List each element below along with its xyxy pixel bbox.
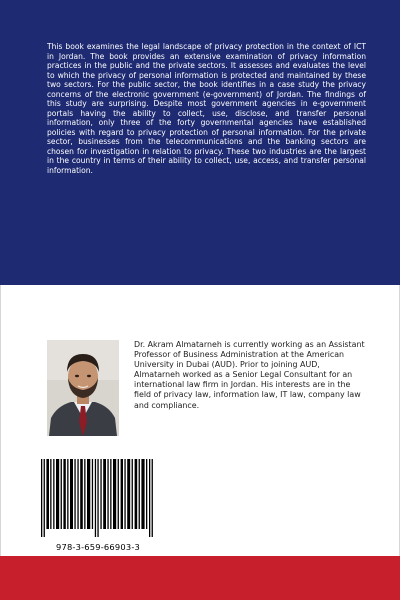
barcode-icon	[33, 459, 163, 537]
author-bio: Dr. Akram Almatarneh is currently working as an Assistant Professor of Business Administration at the American University in Dubai (AUD). Prior to joining AUD, Almatarneh worked as a Senior Legal Consultant for an international law firm in Jordan. His interests are in the field of privacy law, information law, IT law, company law and compliance.	[134, 340, 365, 410]
author-portrait-icon	[47, 340, 119, 436]
bottom-color-band	[0, 556, 400, 600]
author-photo	[47, 340, 119, 436]
isbn-number: 978-3-659-66903-3	[56, 542, 140, 552]
book-description: This book examines the legal landscape of privacy protection in the context of ICT in Jordan. The book provides an extensive examination of privacy information practices in the public and the private sectors. It assesses and evaluates the level to which the privacy of personal information is protected and maintained by these two sectors. For the public sector, the book identifies in a case study the privacy concerns of the electronic government (e-government) of Jordan. The findings of this study are surprising. Despite most government agencies in e-government portals having the ability to collect, use, disclose, and transfer personal information, only three of the forty governmental agencies have established policies with regard to privacy protection of personal information. For the private sector, businesses from the telecommunications and the banking sectors are chosen for investigation in relation to privacy. These two industries are the largest in the country in terms of their ability to collect, use, access, and transfer personal information.	[47, 42, 366, 175]
blurb-panel	[0, 0, 400, 285]
isbn-barcode	[33, 459, 163, 552]
